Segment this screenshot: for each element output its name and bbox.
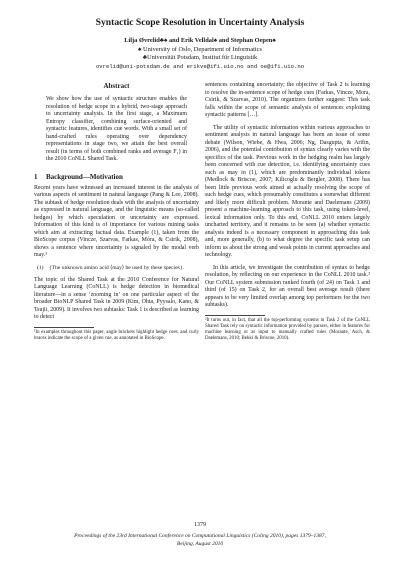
section-heading — [34, 173, 199, 181]
left-column — [34, 82, 199, 342]
footnote-2 — [205, 318, 370, 342]
footnote-1 — [34, 330, 199, 342]
abstract-heading: Abstract — [103, 82, 130, 90]
right-paragraph-3: In this article, we investigate the contribution of syntax to hedge resolution, by reflecting on our experience in the CoNLL 2010 task.² Our CoNLL system submission ranked fourth (of 24) on Task 1 and third (of 15) on Task 2, for an overall best average result (there appears to be very limited overlap among top performers for the two subtasks). — [205, 264, 370, 308]
author-list: Lilja Øvrelid♣♠ and Erik Velldal♠ and Stephan Oepen♠ — [124, 37, 276, 44]
section-number: 1 — [34, 172, 38, 181]
page-number: 1379 — [194, 522, 206, 528]
footnote-1-text: ¹In examples throughout this paper, angle brackets highlight hedge cues, and curly braces indicate the scope of a given cue, as annotated in BioScope. — [34, 329, 199, 341]
section-title: Background—Motivation — [46, 172, 123, 181]
abstract-text: We show how the use of syntactic structure enables the resolution of hedge scope in a hybrid, two-stage approach to uncertainty analysis. In the first stage, a Maximum Entropy classifier, combining surface-oriented and syntactic features, identifies cue words. With a small set of hand-crafted rules operating over dependency representations in stage two, we attain the best overall result (in terms of both combined ranks and average F₁) in the 2010 CoNLL Shared Task. — [46, 96, 187, 162]
author-emails: ovrelid@uni-potsdam.de and erikve@ifi.uio.no and oe@ifi.uio.no — [95, 63, 305, 70]
paper-title: Syntactic Scope Resolution in Uncertainty Analysis — [95, 17, 305, 28]
proceedings-line: Proceedings of the 23rd International Conference on Computational Linguistics (Coling 2010), pages 1379–1387, — [74, 533, 326, 539]
example-sentence — [37, 265, 199, 272]
right-column — [205, 82, 370, 342]
right-paragraph-2: The utility of syntactic information within various approaches to sentiment analysis in natural language has been an issue of some debate (Wilson, Wiebe, & Hwa, 2006; Ng, Dasgupta, & Arifin, 2006), and the potential contribution of syntax clearly varies with the specifics of the task. Previous work in the hedging realm has largely been concerned with cue detection, i.e. identifying uncertainty cues such as may in (1), which are predominantly individual tokens (Medlock & Briscoe, 2007; Kilicoglu & Bergler, 2008). There has been little previous work aimed at actually resolving the scope of such hedge cues, which presumably constitutes a somewhat different and likely more difficult problem. Morante and Daelemans (2009) present a machine-learning approach to this task, using token-level, lexical information only. To this end, CoNLL 2010 enters largely uncharted territory, and it remains to be seen (a) whether syntactic analysis indeed is a necessary component in approaching this task and, more generally, (b) to what degree the specific task setup can inform us about the strong and weak points in current approaches and technology. — [205, 124, 370, 258]
footnote-2-text: ²It turns out, in fact, that all the top-performing systems in Task 2 of the CoNLL Shared Task rely on syntactic information provided by parsers, either in features for machine learning or as input to manually crafted rules (Morante, Asch, & Daelemans, 2010; Bekki & Briscoe, 2010). — [205, 317, 370, 341]
intro-paragraph-2: The topic of the Shared Task at the 2010 Conference for Natural Language Learning (CoNLL) is hedge detection in biomedical literature—in a sense ‘zooming in’ on one particular aspect of the broader BioNLP Shared Task in 2009 (Kim, Ohta, Pyysalo, Kano, & Tsujii, 2009). It involves two subtasks: Task 1 is described as learning to detect — [34, 276, 199, 320]
intro-paragraph-1: Recent years have witnessed an increased interest in the analysis of various aspects of sentiment in natural language (Pang & Lee, 2008). The subtask of hedge resolution deals with the analysis of uncertainty as expressed in natural language, and the linguistic means (so-called hedges) by which speculation or uncertainty are expressed. Information of this kind is of importance for various mining tasks which aim at extracting factual data. Example (1), taken from the BioScope corpus (Vincze, Szarvas, Farkas, Móra, & Csirik, 2008), shows a sentence where uncertainty is signaled by the modal verb may.¹ — [34, 184, 199, 258]
example-number: (1) — [37, 264, 44, 271]
venue-line: Beijing, August 2010 — [176, 541, 224, 547]
example-text: {The unknown amino acid ⟨may⟩ be used by these species}. — [49, 264, 184, 271]
right-paragraph-1: sentences containing uncertainty; the objective of Task 2 is learning to resolve the in-sentence scope of hedge cues (Farkas, Vincze, Mora, Csirik, & Szarvas, 2010). The organizers further suggest: This task falls within the scope of semantic analysis of sentences exploiting syntactic patterns […]. — [205, 82, 370, 118]
affiliation-potsdam: ♣Universität Potsdam, Institut für Linguistik — [142, 54, 258, 61]
affiliation-oslo: ♠ University of Oslo, Department of Informatics — [138, 46, 262, 53]
